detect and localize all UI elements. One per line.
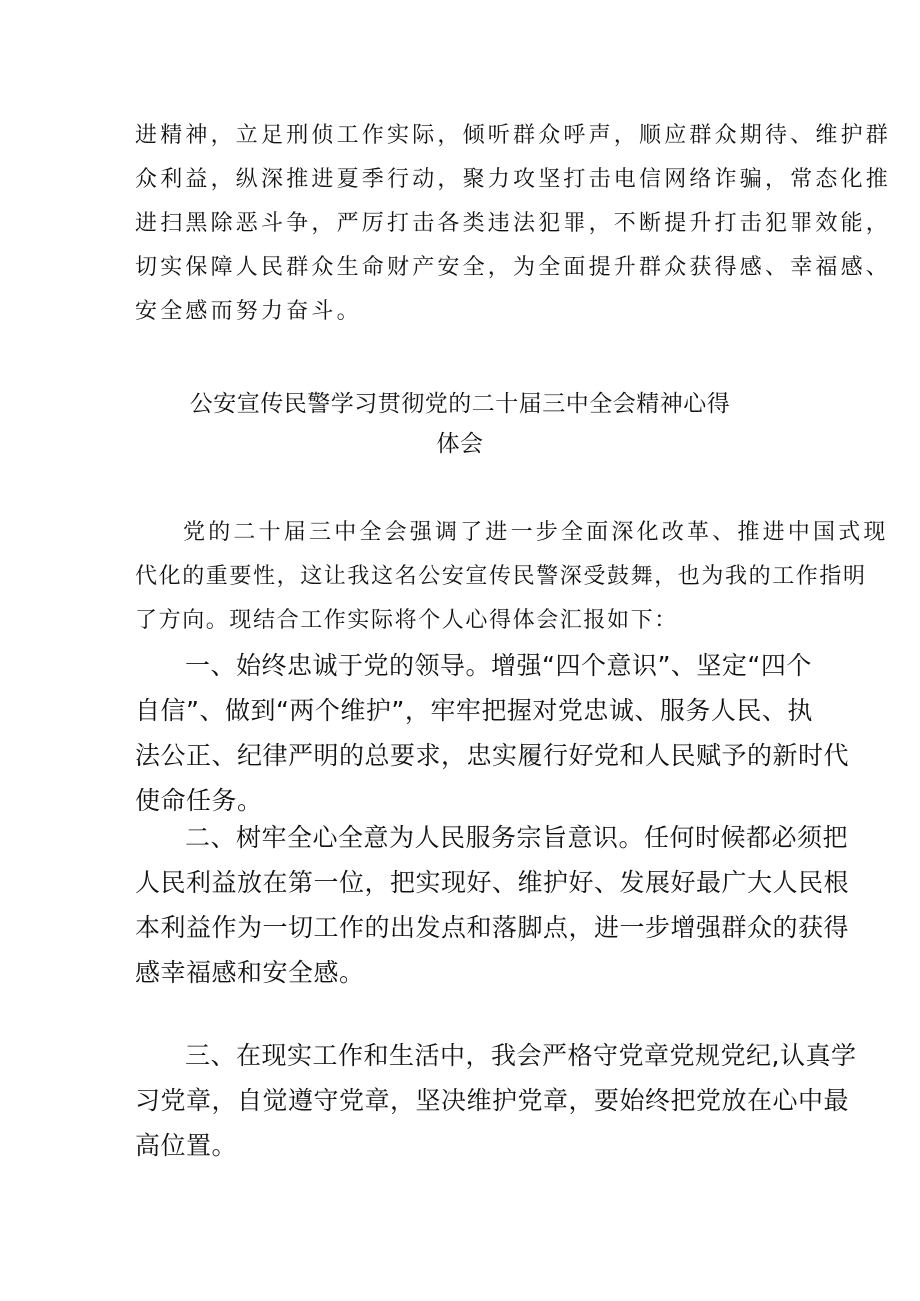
- text-line: 人民利益放在第一位，把实现好、维护好、发展好最广大人民根: [135, 868, 850, 897]
- article-title-line1: 公安宣传民警学习贯彻党的二十届三中全会精神心得: [189, 391, 731, 417]
- text-line: 安全感而努力奋斗。: [135, 299, 362, 324]
- point-three-paragraph: [135, 1033, 857, 1168]
- text-line: 代化的重要性，这让我这名公安宣传民警深受鼓舞，也为我的工作指明: [135, 564, 867, 589]
- text-line: 自信”、做到“两个维护”，牢牢把握对党忠诚、服务人民、执: [135, 696, 813, 725]
- text-line: 三、在现实工作和生活中，我会严格守党章党规党纪,认真学: [185, 1041, 857, 1070]
- text-line: 法公正、纪律严明的总要求，忠实履行好党和人民赋予的新时代: [135, 741, 850, 770]
- text-line: 众利益，纵深推进夏季行动，聚力攻坚打击电信网络诈骗，常态化推: [135, 167, 892, 192]
- text-line: 进扫黑除恶斗争，严厉打击各类违法犯罪，不断提升打击犯罪效能，: [135, 211, 892, 236]
- point-one-paragraph: [135, 643, 850, 823]
- text-line: 习党章，自觉遵守党章，坚决维护党章，要始终把党放在心中最: [135, 1086, 850, 1115]
- point-two-paragraph: [135, 815, 850, 995]
- text-line: 二、树牢全心全意为人民服务宗旨意识。任何时候都必须把: [185, 823, 849, 852]
- text-line: 使命任务。: [135, 786, 263, 815]
- article-title-line2: 体会: [436, 431, 484, 457]
- text-line: 了方向。现结合工作实际将个人心得体会汇报如下：: [135, 608, 678, 633]
- text-line: 感幸福感和安全感。: [135, 958, 365, 987]
- article-title: [135, 384, 785, 464]
- text-line: 党的二十届三中全会强调了进一步全面深化改革、推进中国式现: [183, 520, 889, 545]
- text-line: 进精神，立足刑侦工作实际，倾听群众呼声，顺应群众期待、维护群: [135, 123, 892, 148]
- intro-paragraph: [135, 114, 892, 334]
- text-line: 本利益作为一切工作的出发点和落脚点，进一步增强群众的获得: [135, 913, 850, 942]
- text-line: 高位置。: [135, 1131, 238, 1160]
- text-line: 切实保障人民群众生命财产安全，为全面提升群众获得感、幸福感、: [135, 255, 892, 280]
- opening-paragraph: [135, 511, 889, 643]
- text-line: 一、始终忠诚于党的领导。增强“四个意识”、坚定“四个: [185, 651, 812, 680]
